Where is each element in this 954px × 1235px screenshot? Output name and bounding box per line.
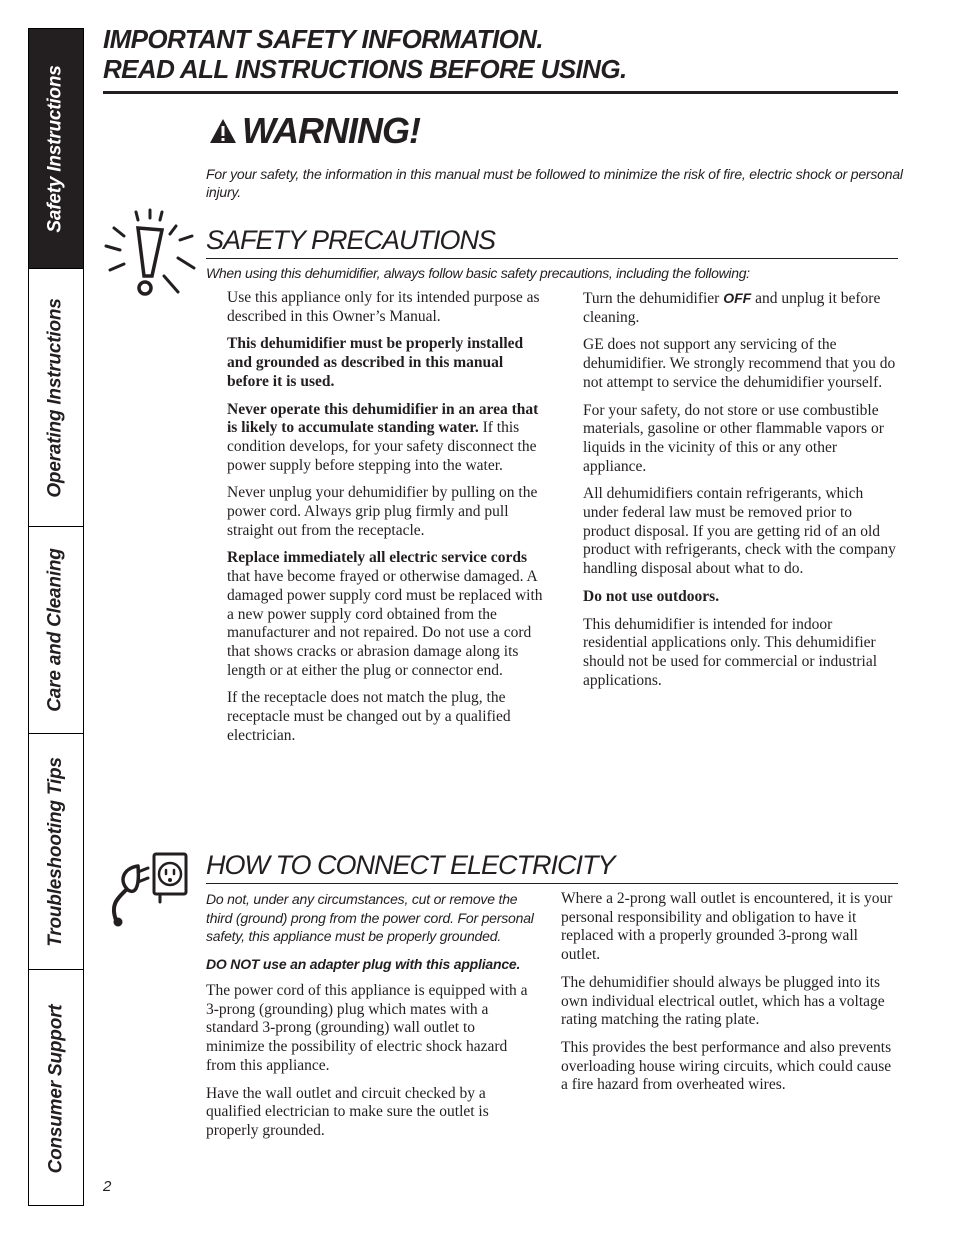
header-line-1: IMPORTANT SAFETY INFORMATION.: [103, 24, 543, 54]
electricity-right-column: [561, 890, 898, 1104]
paragraph: For your safety, do not store or use combustible materials, gasoline or other flammable vapors or liquids in the vicinity of this or any other appliance.: [583, 401, 884, 475]
paragraph: This dehumidifier is intended for indoor residential applications only. This dehumidifier should not be used for commercial or industrial applications.: [583, 615, 878, 689]
paragraph: This provides the best performance and also prevents overloading house wiring circuits, which could cause a fire hazard from overheated wires.: [561, 1038, 892, 1094]
paragraph: Turn the dehumidifier OFF and unplug it before cleaning.: [583, 290, 881, 326]
electricity-title: HOW TO CONNECT ELECTRICITY: [206, 850, 615, 880]
section-rule: [206, 883, 898, 884]
paragraph: If the receptacle does not match the plug, the receptacle must be changed out by a qualified electrician.: [227, 689, 511, 744]
paragraph-bold: DO NOT use an adapter plug with this appliance.: [206, 955, 521, 972]
paragraph: Never unplug your dehumidifier by pulling on the power cord. Always grip plug firmly and pull straight out from the receptacle.: [227, 484, 538, 539]
side-tabs: [28, 28, 84, 1206]
paragraph: Have the wall outlet and circuit checked by a qualified electrician to make sure the outlet is properly grounded.: [206, 1084, 489, 1139]
section-rule: [206, 258, 898, 259]
paragraph: Replace immediately all electric service cords that have become frayed or otherwise damaged. A damaged power supply cord must be replaced with a new power supply cord obtained from the manufacturer and not repaired. Do not use a cord that shows cracks or abrasion damage along its length or at either the plug or connector end.: [227, 549, 543, 679]
paragraph: Do not, under any circumstances, cut or remove the third (ground) prong from the power cord. For personal safety, this appliance must be properly grounded.: [206, 891, 534, 944]
tab-consumer-support[interactable]: [29, 970, 83, 1207]
tab-label: Safety Instructions: [45, 64, 66, 233]
header-line-2: READ ALL INSTRUCTIONS BEFORE USING.: [103, 54, 627, 84]
warning-heading: [208, 110, 420, 152]
warning-title: WARNING!: [242, 110, 420, 151]
tab-label: Care and Cleaning: [45, 548, 67, 712]
paragraph: GE does not support any servicing of the dehumidifier. We strongly recommend that you do not attempt to service the dehumidifier yourself.: [583, 336, 896, 391]
warning-triangle-icon: [208, 117, 238, 145]
paragraph: Never operate this dehumidifier in an area that is likely to accumulate standing water. If this condition develops, for your safety disconnect the power supply before stepping into the water.: [227, 400, 539, 474]
tab-label: Consumer Support: [45, 1004, 67, 1173]
exclamation-alert-icon: [100, 206, 200, 302]
page-header: [103, 24, 898, 84]
paragraph: Use this appliance only for its intended purpose as described in this Owner’s Manual.: [227, 289, 540, 325]
safety-precautions-title: SAFETY PRECAUTIONS: [206, 225, 496, 255]
tab-label: Operating Instructions: [45, 297, 66, 498]
tab-label: Troubleshooting Tips: [45, 756, 66, 947]
electricity-left-column: [206, 890, 536, 1150]
page-number: 2: [103, 1178, 112, 1195]
paragraph: All dehumidifiers contain refrigerants, which under federal law must be removed prior to product disposal. If you are getting rid of an old product with refrigerants, check with the company handling disposal about what to do.: [583, 485, 896, 578]
paragraph: The dehumidifier should always be plugged into its own individual electrical outlet, which has a voltage rating matching the rating plate.: [561, 973, 885, 1029]
paragraph: Where a 2-prong wall outlet is encountered, it is your personal responsibility and obligation to have it replaced with a properly grounded 3-prong wall outlet.: [561, 890, 893, 964]
tab-operating-instructions[interactable]: [29, 269, 83, 527]
safety-left-column: [227, 289, 545, 754]
paragraph-bold: Do not use outdoors.: [583, 587, 720, 605]
paragraph-bold: This dehumidifier must be properly installed and grounded as described in this manual before it is used.: [227, 335, 524, 390]
header-rule: [103, 91, 898, 94]
tab-troubleshooting-tips[interactable]: [29, 734, 83, 970]
safety-precautions-subtitle: When using this dehumidifier, always follow basic safety precautions, including the following:: [206, 265, 750, 281]
safety-right-column: [583, 289, 899, 699]
tab-care-and-cleaning[interactable]: [29, 527, 83, 734]
tab-safety-instructions[interactable]: [29, 29, 83, 269]
plug-outlet-icon: [104, 850, 194, 932]
paragraph: The power cord of this appliance is equipped with a 3-prong (grounding) plug which mates with a standard 3-prong (grounding) wall outlet to minimize the possibility of electric shock hazard from this appliance.: [206, 982, 528, 1074]
warning-intro: For your safety, the information in this manual must be followed to minimize the risk of fire, electric shock or personal injury.: [206, 166, 903, 200]
